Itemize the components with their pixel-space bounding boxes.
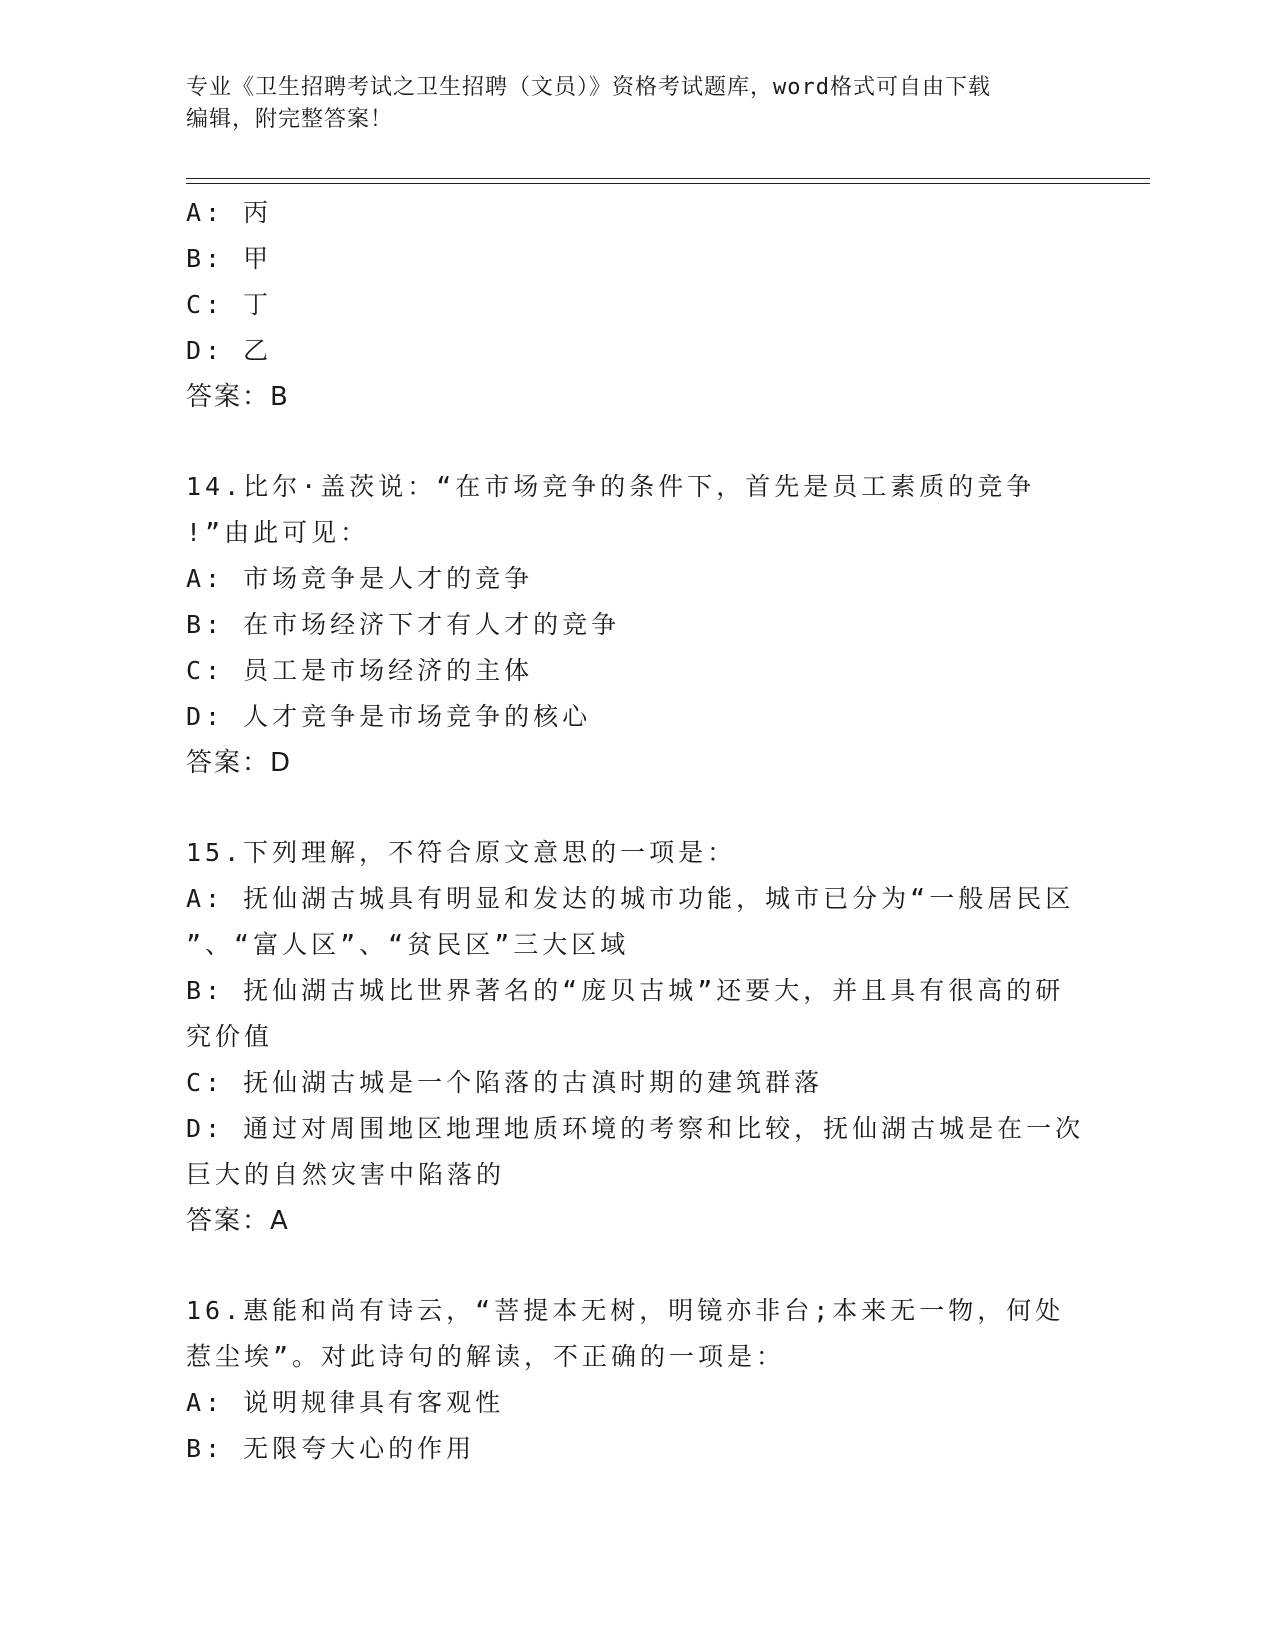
- question-stem: 14.比尔·盖茨说：“在市场竞争的条件下，首先是员工素质的竞争: [186, 472, 1036, 501]
- option-d: D: 人才竞争是市场竞争的核心: [186, 702, 592, 731]
- header-divider-bottom: [186, 183, 1150, 184]
- option-d: D: 通过对周围地区地理地质环境的考察和比较，抚仙湖古城是在一次: [186, 1114, 1085, 1143]
- header-line-2: 编辑，附完整答案！: [186, 107, 394, 132]
- question-15: [186, 830, 1086, 1244]
- option-a: A: 市场竞争是人才的竞争: [186, 564, 534, 593]
- option-d-continued: 巨大的自然灾害中陷落的: [186, 1160, 506, 1189]
- option-a: A: 说明规律具有客观性: [186, 1388, 505, 1417]
- option-b: B: 甲: [186, 244, 273, 273]
- option-b-continued: 究价值: [186, 1022, 274, 1051]
- spacer: [186, 786, 1086, 830]
- option-a: A: 丙: [186, 198, 273, 227]
- spacer: [186, 420, 1086, 464]
- question-stem: !”由此可见：: [186, 518, 370, 547]
- option-c: C: 员工是市场经济的主体: [186, 656, 534, 685]
- question-16: [186, 1288, 1086, 1472]
- question-stem: 16.惠能和尚有诗云，“菩提本无树，明镜亦非台;本来无一物，何处: [186, 1296, 1065, 1325]
- question-stem: 惹尘埃”。对此诗句的解读，不正确的一项是：: [186, 1342, 786, 1371]
- answer: 答案：D: [186, 748, 293, 778]
- option-a-continued: ”、“富人区”、“贫民区”三大区域: [186, 930, 630, 959]
- option-b: B: 在市场经济下才有人才的竞争: [186, 610, 621, 639]
- header-line-1: 专业《卫生招聘考试之卫生招聘（文员）》资格考试题库，word格式可自由下载: [186, 75, 991, 100]
- question-list: [186, 190, 1086, 1472]
- option-c: C: 抚仙湖古城是一个陷落的古滇时期的建筑群落: [186, 1068, 824, 1097]
- option-a: A: 抚仙湖古城具有明显和发达的城市功能，城市已分为“一般居民区: [186, 884, 1075, 913]
- option-d: D: 乙: [186, 336, 273, 365]
- option-b: B: 抚仙湖古城比世界著名的“庞贝古城”还要大，并且具有很高的研: [186, 976, 1065, 1005]
- option-c: C: 丁: [186, 290, 273, 319]
- document-header: [186, 72, 1086, 136]
- option-b: B: 无限夸大心的作用: [186, 1434, 476, 1463]
- header-divider-top: [186, 178, 1150, 179]
- question-14: [186, 464, 1086, 786]
- answer: 答案：A: [186, 1206, 290, 1236]
- question-13: [186, 190, 1086, 420]
- answer: 答案：B: [186, 382, 290, 412]
- question-stem: 15.下列理解，不符合原文意思的一项是：: [186, 838, 737, 867]
- spacer: [186, 1244, 1086, 1288]
